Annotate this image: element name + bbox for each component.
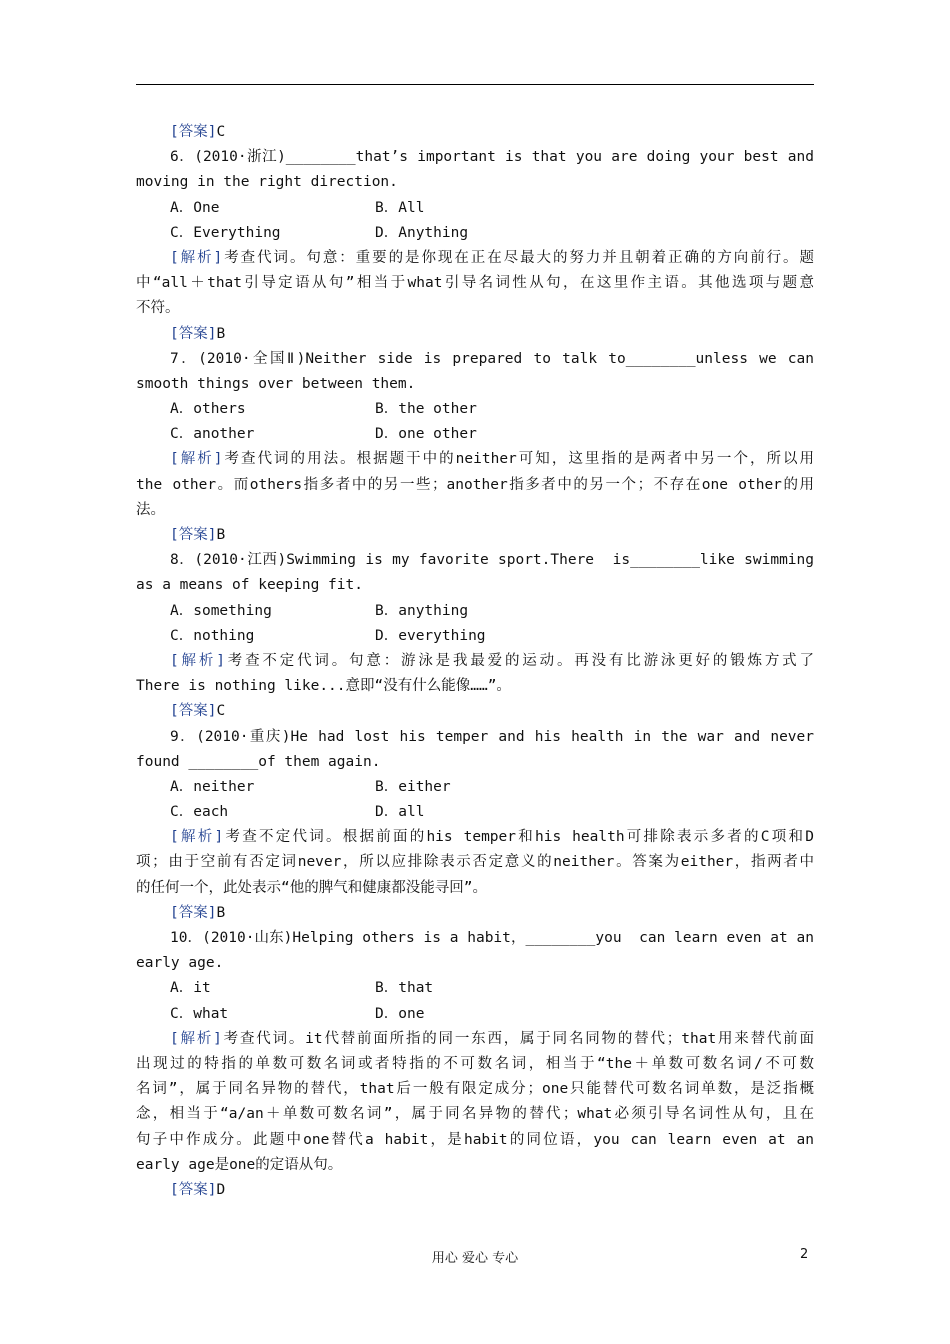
analysis-line: 出现过的特指的单数可数名词或者特指的不可数名词，相当于“the＋单数可数名词/不可数 [136, 1055, 814, 1072]
options-row [136, 775, 814, 800]
option-c: C．another [170, 426, 255, 443]
analysis-line: There is nothing like...意即“没有什么能像……”。 [136, 678, 511, 695]
options-row [136, 800, 814, 825]
analysis-label: [解析] [170, 1030, 222, 1047]
option-a: A．One [170, 199, 220, 216]
option-a: A．neither [170, 778, 255, 795]
answer-label: [答案] [170, 703, 217, 720]
analysis-line: 不符。 [136, 300, 180, 317]
answer-label: [答案] [170, 904, 217, 921]
question-9-line-2: found ________of them again. [136, 753, 381, 770]
question-6-line-1: 6．(2010·浙江)________that’s important is that you are doing your best and [170, 149, 814, 166]
header-rule [136, 84, 814, 85]
question-10-line-1: 10．(2010·山东)Helping others is a habit，________you can learn even at an [170, 930, 814, 946]
question-8-line-1: 8．(2010·江西)Swimming is my favorite sport.There is________like swimming [170, 552, 814, 569]
options-row [136, 397, 814, 422]
answer-line: [答案]B [170, 325, 226, 342]
option-b: B．All [375, 199, 425, 216]
answer-label: [答案] [170, 325, 217, 342]
option-b: B．anything [375, 602, 469, 619]
option-d: D．everything [375, 627, 486, 644]
analysis-line: [解析]考查代词。it代替前面所指的同一东西，属于同名同物的替代；that用来替代前面 [170, 1030, 814, 1047]
option-b: B．either [375, 778, 451, 795]
answer-label: [答案] [170, 1181, 217, 1198]
analysis-line: [解析]考查不定代词。句意：游泳是我最爱的运动。再没有比游泳更好的锻炼方式了 [170, 652, 814, 669]
analysis-line: 名词”，属于同名异物的替代，that后一般有限定成分；one只能替代可数名词单数，是泛指概 [136, 1081, 814, 1098]
option-d: D．one other [375, 426, 477, 443]
question-8-line-2: as a means of keeping fit. [136, 577, 363, 594]
options-row [136, 599, 814, 624]
answer-line: [答案]B [170, 527, 226, 543]
question-7-line-1: 7．(2010·全国Ⅱ)Neither side is prepared to talk to________unless we can [170, 350, 814, 367]
option-c: C．nothing [170, 627, 255, 644]
footer-motto: 用心 爱心 专心 [431, 1251, 519, 1266]
analysis-line: 念，相当于“a/an＋单数可数名词”，属于同名异物的替代；what必须引导名词性从句，且在 [136, 1106, 814, 1123]
analysis-line: 项；由于空前有否定词never，所以应排除表示否定意义的neither。答案为either，指两者中 [136, 854, 814, 871]
option-a: A．it [170, 980, 211, 997]
option-c: C．what [170, 1005, 229, 1022]
question-7-line-2: smooth things over between them. [136, 375, 416, 392]
analysis-label: [解析] [170, 652, 225, 669]
option-a: A．something [170, 602, 272, 619]
option-b: B．the other [375, 401, 477, 418]
options-row [136, 624, 814, 649]
page-number: 2 [800, 1247, 809, 1262]
analysis-line: [解析]考查不定代词。根据前面的his temper和his health可排除表示多者的C项和D [170, 829, 814, 846]
answer-line: [答案]C [170, 703, 226, 720]
options-row [136, 976, 814, 1001]
analysis-line: early age是one的定语从句。 [136, 1156, 343, 1173]
answer-line: [答案]B [170, 904, 226, 921]
analysis-label: [解析] [170, 829, 224, 846]
options-row [136, 1002, 814, 1027]
answer-label: [答案] [170, 527, 217, 543]
analysis-label: [解析] [170, 249, 223, 266]
analysis-line: 中“all＋that引导定语从句”相当于what引导名词性从句，在这里作主语。其他选项与题意 [136, 275, 814, 292]
analysis-line: 的任何一个，此处表示“他的脾气和健康都没能寻回”。 [136, 879, 487, 896]
option-c: C．each [170, 804, 229, 821]
answer-line: [答案]C [170, 124, 226, 140]
analysis-line: [解析]考查代词的用法。根据题干中的neither可知，这里指的是两者中另一个，所以用 [170, 451, 814, 468]
option-d: D．one [375, 1005, 425, 1022]
options-row [136, 221, 814, 246]
question-9-line-1: 9．(2010·重庆)He had lost his temper and his health in the war and never [170, 728, 814, 745]
option-d: D．all [375, 804, 425, 821]
analysis-line: 法。 [136, 501, 165, 518]
analysis-line: the other。而others指多者中的另一些；another指多者中的另一个；不存在one other的用 [136, 476, 814, 493]
analysis-line: 句子中作成分。此题中one替代a habit，是habit的同位语，you can learn even at an [136, 1131, 814, 1148]
option-b: B．that [375, 980, 434, 997]
page-body [136, 120, 814, 1203]
options-row [136, 196, 814, 221]
option-c: C．Everything [170, 224, 281, 241]
option-a: A．others [170, 401, 246, 418]
question-10-line-2: early age. [136, 955, 224, 972]
analysis-label: [解析] [170, 451, 223, 468]
answer-line: [答案]D [170, 1181, 226, 1198]
question-6-line-2: moving in the right direction. [136, 174, 398, 191]
answer-label: [答案] [170, 124, 217, 140]
option-d: D．Anything [375, 224, 469, 241]
options-row [136, 422, 814, 447]
analysis-line: [解析]考查代词。句意：重要的是你现在正在尽最大的努力并且朝着正确的方向前行。题 [170, 249, 814, 266]
